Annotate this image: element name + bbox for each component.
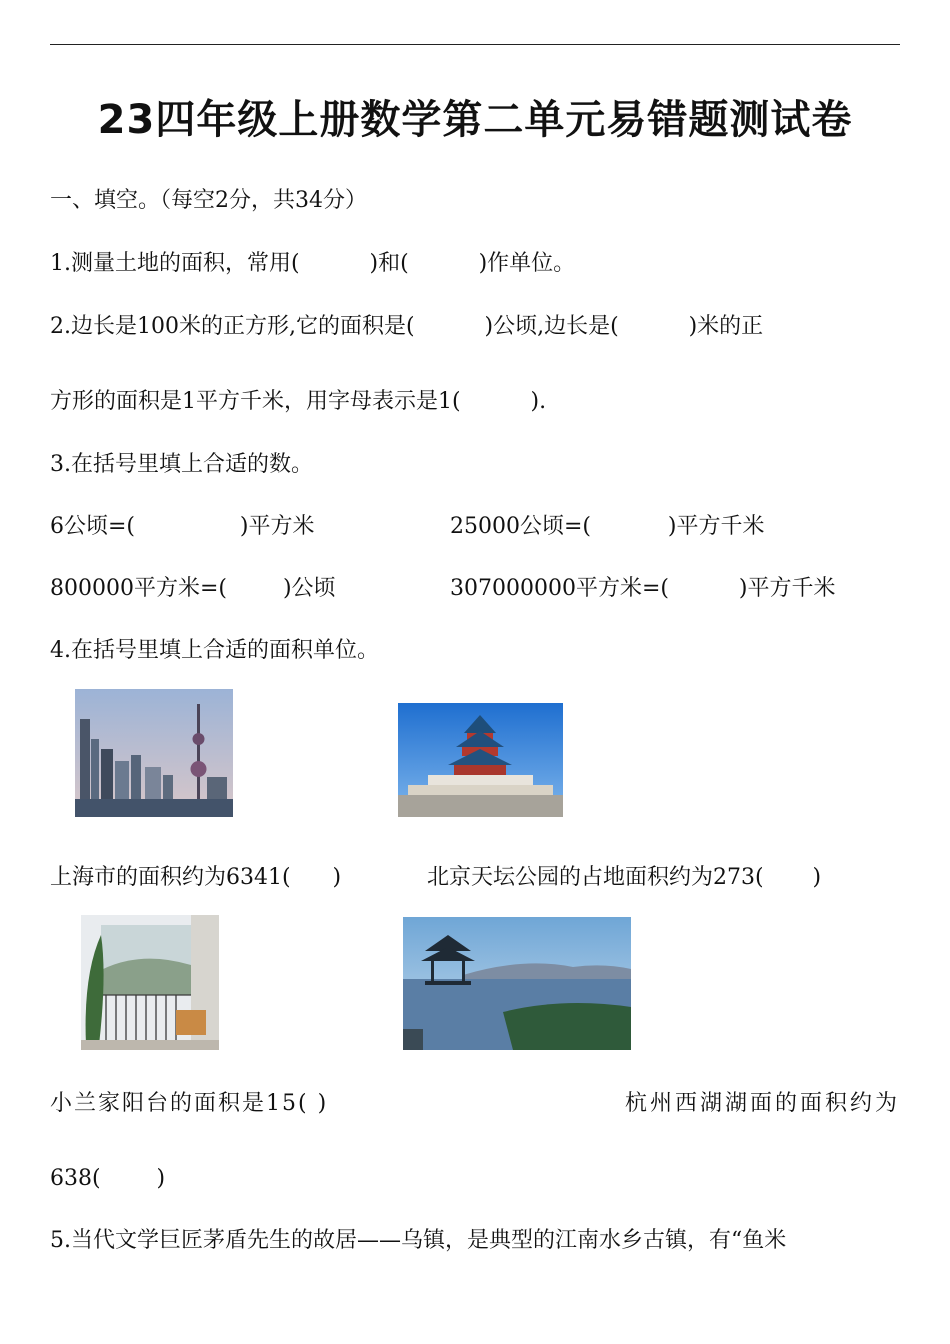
- caption-shanghai: 上海市的面积约为6341( ): [50, 865, 342, 890]
- question-3-item-3: 800000平方米=( )公顷: [50, 576, 336, 601]
- question-2-line-2: 方形的面积是1平方千米，用字母表示是1( ).: [50, 389, 547, 414]
- question-3-item-2: 25000公顷=( )平方千米: [450, 514, 765, 539]
- shanghai-skyline-photo: [75, 689, 233, 817]
- question-1: 1.测量土地的面积，常用( )和( )作单位。: [50, 251, 576, 276]
- question-3-item-4: 307000000平方米=( )平方千米: [450, 576, 836, 601]
- top-rule: [50, 44, 900, 45]
- question-4-stem: 4.在括号里填上合适的面积单位。: [50, 638, 379, 663]
- temple-of-heaven-photo: [398, 703, 563, 817]
- question-3-item-1: 6公顷=( )平方米: [50, 514, 315, 539]
- balcony-photo: [81, 915, 219, 1050]
- caption-hangzhou-continued: 638( ): [50, 1166, 166, 1191]
- caption-row-balcony-hangzhou: [50, 1089, 900, 1119]
- west-lake-pavilion-photo: [403, 917, 631, 1050]
- question-2-line-1: 2.边长是100米的正方形,它的面积是( )公顷,边长是( )米的正: [50, 314, 764, 339]
- section-heading: 一、填空。（每空2分，共34分）: [50, 188, 367, 213]
- caption-hangzhou: 杭州西湖湖面的面积约为: [624, 1091, 900, 1116]
- caption-beijing: 北京天坛公园的占地面积约为273( ): [427, 865, 822, 890]
- question-3-stem: 3.在括号里填上合适的数。: [50, 452, 313, 477]
- question-5: 5.当代文学巨匠茅盾先生的故居——乌镇，是典型的江南水乡古镇，有“鱼米: [50, 1228, 787, 1253]
- caption-balcony: 小兰家阳台的面积是15( ): [50, 1091, 329, 1116]
- page-title: 23四年级上册数学第二单元易错题测试卷: [97, 97, 853, 143]
